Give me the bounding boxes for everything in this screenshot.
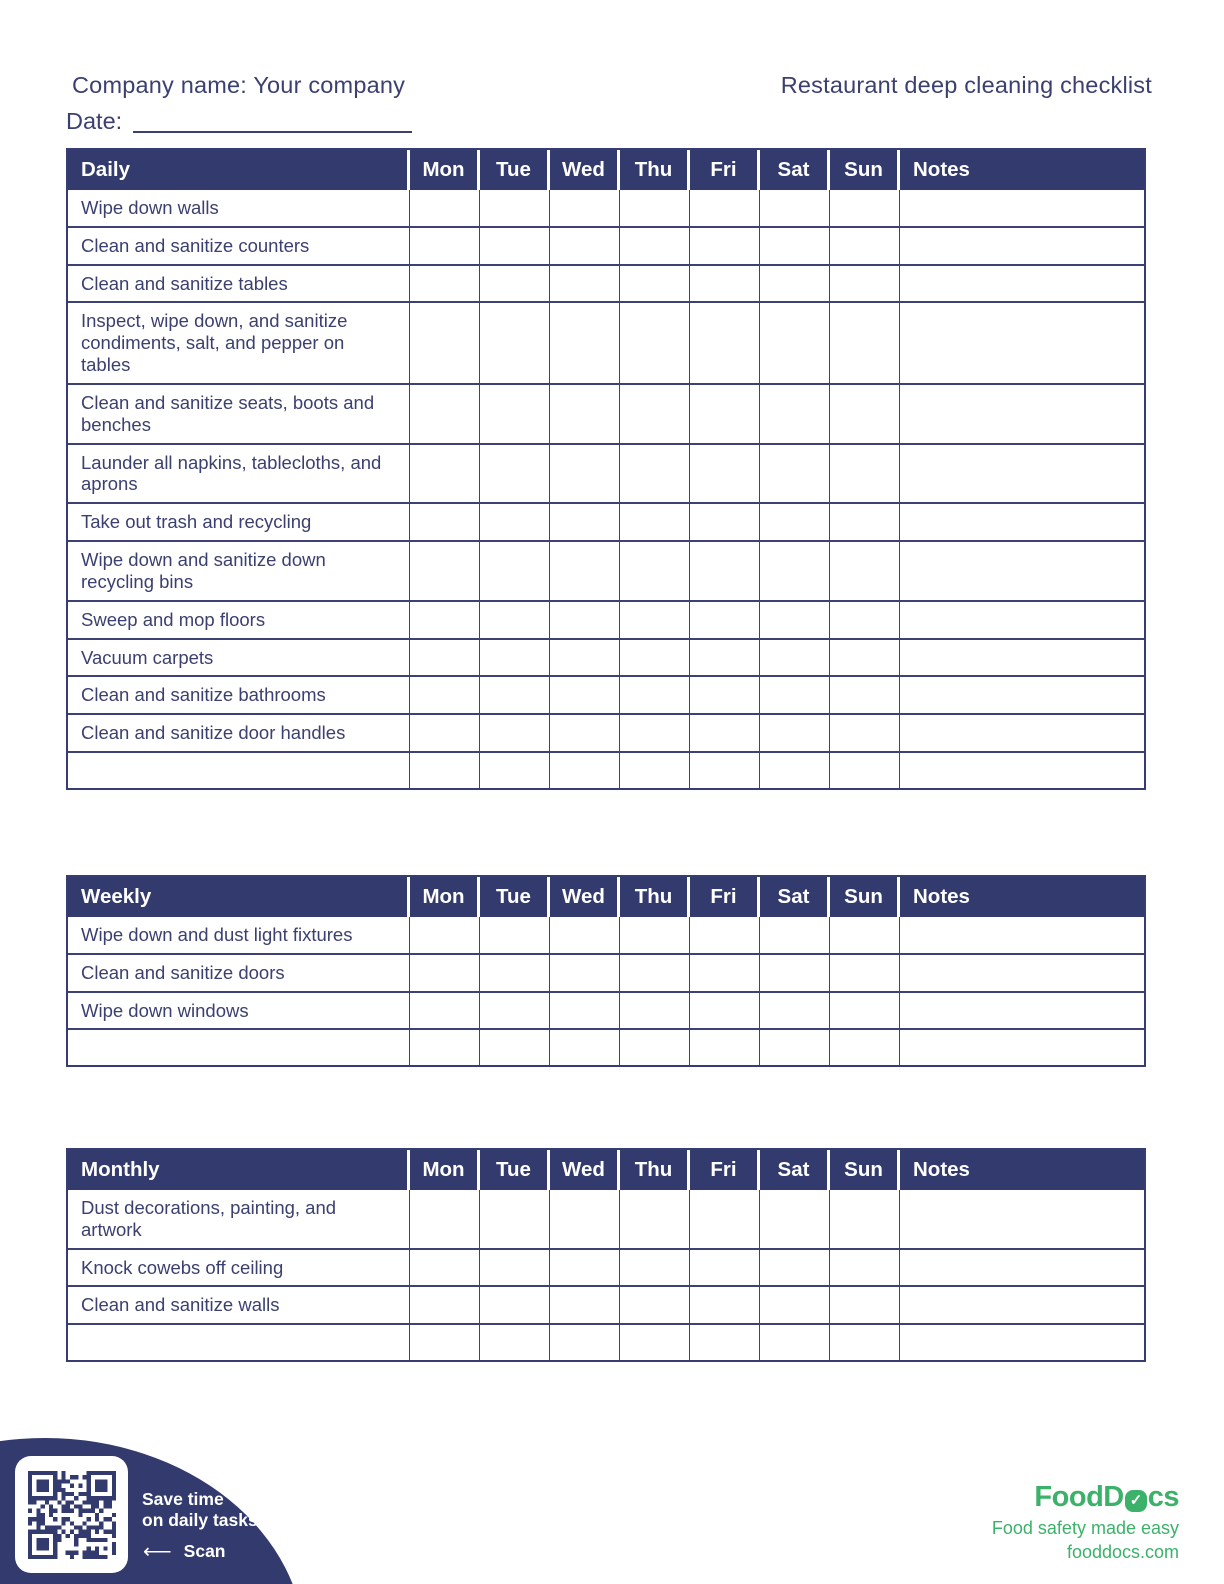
- task-cell: Take out trash and recycling: [68, 504, 410, 540]
- arrow-left-icon: ⟵: [143, 1540, 172, 1563]
- task-cell: [68, 753, 410, 788]
- check-cell: [480, 753, 550, 788]
- brand-tagline: Food safety made easy: [991, 1518, 1179, 1538]
- check-cell: [410, 1190, 480, 1248]
- check-cell: [830, 190, 900, 226]
- check-cell: [620, 677, 690, 713]
- check-cell: [480, 190, 550, 226]
- task-cell: Sweep and mop floors: [68, 602, 410, 638]
- check-cell: [620, 753, 690, 788]
- column-header-day: Sun: [830, 1150, 900, 1190]
- brand-block: [992, 1482, 1179, 1563]
- check-cell: [480, 266, 550, 302]
- qr-card: [15, 1456, 128, 1573]
- check-cell: [830, 1325, 900, 1360]
- check-cell: [830, 504, 900, 540]
- check-cell: [410, 1030, 480, 1065]
- check-cell: [620, 1250, 690, 1286]
- check-cell: [410, 917, 480, 953]
- table-title: Daily: [68, 150, 410, 190]
- check-cell: [690, 955, 760, 991]
- check-cell: [480, 228, 550, 264]
- check-cell: [410, 715, 480, 751]
- check-cell: [620, 955, 690, 991]
- notes-cell: [900, 1287, 1144, 1323]
- check-cell: [760, 715, 830, 751]
- check-cell: [830, 1190, 900, 1248]
- check-cell: [480, 677, 550, 713]
- check-cell: [550, 1250, 620, 1286]
- check-cell: [550, 190, 620, 226]
- check-cell: [550, 677, 620, 713]
- check-cell: [480, 1250, 550, 1286]
- notes-cell: [900, 1250, 1144, 1286]
- check-cell: [830, 640, 900, 676]
- task-cell: Vacuum carpets: [68, 640, 410, 676]
- column-header-day: Mon: [410, 877, 480, 917]
- column-header-day: Wed: [550, 1150, 620, 1190]
- task-cell: Clean and sanitize door handles: [68, 715, 410, 751]
- check-cell: [690, 677, 760, 713]
- notes-cell: [900, 1325, 1144, 1360]
- check-cell: [550, 504, 620, 540]
- check-cell: [550, 385, 620, 443]
- check-cell: [690, 542, 760, 600]
- company-name: Company name: Your company: [72, 72, 406, 98]
- table-row: [68, 504, 1144, 542]
- check-cell: [760, 955, 830, 991]
- notes-cell: [900, 955, 1144, 991]
- notes-cell: [900, 504, 1144, 540]
- table-row: [68, 640, 1144, 678]
- qr-caption-line1: Save time: [142, 1489, 224, 1509]
- column-header-day: Sat: [760, 877, 830, 917]
- check-cell: [410, 602, 480, 638]
- check-cell: [550, 542, 620, 600]
- task-cell: Wipe down and sanitize down recycling bins: [68, 542, 410, 600]
- scan-label: Scan: [183, 1541, 226, 1561]
- column-header-notes: Notes: [900, 1150, 1144, 1190]
- brand-prefix: FoodD: [1034, 1481, 1124, 1513]
- check-cell: [550, 955, 620, 991]
- table-title: Monthly: [68, 1150, 410, 1190]
- page-title: Restaurant deep cleaning checklist: [780, 72, 1152, 98]
- check-cell: [480, 917, 550, 953]
- table-row: [68, 1250, 1144, 1288]
- check-cell: [410, 190, 480, 226]
- check-cell: [690, 228, 760, 264]
- check-cell: [410, 504, 480, 540]
- notes-cell: [900, 1190, 1144, 1248]
- check-cell: [760, 385, 830, 443]
- check-cell: [690, 602, 760, 638]
- check-cell: [760, 602, 830, 638]
- scan-row: [143, 1541, 226, 1562]
- notes-cell: [900, 190, 1144, 226]
- qr-code-icon: [28, 1471, 116, 1559]
- check-cell: [620, 303, 690, 382]
- check-cell: [760, 640, 830, 676]
- check-cell: [550, 1030, 620, 1065]
- check-cell: [690, 190, 760, 226]
- monthly-table: [66, 1148, 1146, 1362]
- task-cell: Wipe down walls: [68, 190, 410, 226]
- check-cell: [550, 228, 620, 264]
- check-cell: [410, 228, 480, 264]
- column-header-day: Sat: [760, 1150, 830, 1190]
- column-header-day: Fri: [690, 877, 760, 917]
- check-cell: [830, 993, 900, 1029]
- check-cell: [480, 602, 550, 638]
- check-cell: [830, 385, 900, 443]
- check-cell: [620, 385, 690, 443]
- check-cell: [410, 677, 480, 713]
- check-cell: [410, 1287, 480, 1323]
- check-cell: [550, 1190, 620, 1248]
- check-cell: [760, 1287, 830, 1323]
- check-cell: [480, 1325, 550, 1360]
- column-header-day: Mon: [410, 150, 480, 190]
- check-cell: [410, 542, 480, 600]
- check-cell: [550, 266, 620, 302]
- table-row: [68, 1287, 1144, 1325]
- check-cell: [410, 1250, 480, 1286]
- check-cell: [830, 542, 900, 600]
- check-cell: [760, 228, 830, 264]
- check-cell: [410, 955, 480, 991]
- column-header-notes: Notes: [900, 877, 1144, 917]
- check-cell: [550, 715, 620, 751]
- weekly-table: [66, 875, 1146, 1067]
- table-row: [68, 1030, 1144, 1065]
- table-row: [68, 1190, 1144, 1250]
- task-cell: Clean and sanitize doors: [68, 955, 410, 991]
- table-row: [68, 993, 1144, 1031]
- check-cell: [550, 1325, 620, 1360]
- check-cell: [480, 715, 550, 751]
- task-cell: Knock cowebs off ceiling: [68, 1250, 410, 1286]
- check-cell: [690, 445, 760, 503]
- column-header-day: Sat: [760, 150, 830, 190]
- check-cell: [620, 715, 690, 751]
- check-cell: [550, 303, 620, 382]
- notes-cell: [900, 385, 1144, 443]
- column-header-day: Sun: [830, 150, 900, 190]
- notes-cell: [900, 228, 1144, 264]
- column-header-day: Wed: [550, 877, 620, 917]
- notes-cell: [900, 542, 1144, 600]
- check-cell: [480, 1030, 550, 1065]
- check-cell: [830, 1287, 900, 1323]
- check-cell: [550, 445, 620, 503]
- check-cell: [830, 266, 900, 302]
- check-cell: [760, 1325, 830, 1360]
- check-cell: [620, 228, 690, 264]
- check-cell: [830, 1030, 900, 1065]
- table-title: Weekly: [68, 877, 410, 917]
- check-cell: [690, 1325, 760, 1360]
- table-header-row: [68, 877, 1144, 917]
- check-cell: [620, 602, 690, 638]
- check-cell: [410, 385, 480, 443]
- check-cell: [760, 1250, 830, 1286]
- check-cell: [410, 640, 480, 676]
- check-cell: [760, 677, 830, 713]
- notes-cell: [900, 677, 1144, 713]
- date-label: Date:: [66, 108, 123, 134]
- check-cell: [760, 993, 830, 1029]
- check-cell: [830, 917, 900, 953]
- check-cell: [830, 753, 900, 788]
- check-cell: [690, 1287, 760, 1323]
- check-cell: [830, 715, 900, 751]
- table-row: [68, 1325, 1144, 1360]
- check-cell: [550, 917, 620, 953]
- brand-suffix: cs: [1147, 1481, 1179, 1513]
- check-cell: [830, 1250, 900, 1286]
- table-row: [68, 602, 1144, 640]
- check-cell: [480, 993, 550, 1029]
- check-cell: [620, 640, 690, 676]
- date-fill-line: [133, 131, 412, 133]
- check-cell: [760, 445, 830, 503]
- column-header-day: Tue: [480, 877, 550, 917]
- column-header-day: Wed: [550, 150, 620, 190]
- notes-cell: [900, 640, 1144, 676]
- check-cell: [620, 504, 690, 540]
- check-cell: [410, 1325, 480, 1360]
- notes-cell: [900, 715, 1144, 751]
- check-cell: [480, 385, 550, 443]
- task-cell: Launder all napkins, tablecloths, and aprons: [68, 445, 410, 503]
- task-cell: Wipe down and dust light fixtures: [68, 917, 410, 953]
- check-cell: [410, 445, 480, 503]
- check-cell: [480, 640, 550, 676]
- daily-table: [66, 148, 1146, 790]
- check-cell: [480, 1287, 550, 1323]
- column-header-day: Thu: [620, 877, 690, 917]
- task-cell: Clean and sanitize counters: [68, 228, 410, 264]
- check-cell: [690, 385, 760, 443]
- table-row: [68, 303, 1144, 384]
- column-header-day: Sun: [830, 877, 900, 917]
- check-cell: [690, 993, 760, 1029]
- column-header-day: Thu: [620, 150, 690, 190]
- check-cell: [550, 753, 620, 788]
- check-cell: [690, 1030, 760, 1065]
- table-row: [68, 228, 1144, 266]
- check-cell: [690, 640, 760, 676]
- check-cell: [410, 303, 480, 382]
- table-row: [68, 445, 1144, 505]
- task-cell: Inspect, wipe down, and sanitize condiments, salt, and pepper on tables: [68, 303, 410, 382]
- task-cell: [68, 1030, 410, 1065]
- table-row: [68, 955, 1144, 993]
- column-header-day: Thu: [620, 1150, 690, 1190]
- column-header-day: Mon: [410, 1150, 480, 1190]
- table-row: [68, 715, 1144, 753]
- check-cell: [620, 917, 690, 953]
- check-cell: [830, 677, 900, 713]
- column-header-day: Tue: [480, 150, 550, 190]
- task-cell: [68, 1325, 410, 1360]
- table-header-row: [68, 150, 1144, 190]
- check-icon: ✓: [1125, 1490, 1147, 1512]
- notes-cell: [900, 917, 1144, 953]
- task-cell: Clean and sanitize tables: [68, 266, 410, 302]
- check-cell: [410, 753, 480, 788]
- task-cell: Clean and sanitize walls: [68, 1287, 410, 1323]
- check-cell: [480, 303, 550, 382]
- table-row: [68, 542, 1144, 602]
- check-cell: [480, 542, 550, 600]
- check-cell: [480, 504, 550, 540]
- check-cell: [480, 1190, 550, 1248]
- column-header-day: Tue: [480, 1150, 550, 1190]
- check-cell: [830, 303, 900, 382]
- check-cell: [760, 753, 830, 788]
- check-cell: [690, 266, 760, 302]
- check-cell: [410, 266, 480, 302]
- check-cell: [760, 266, 830, 302]
- notes-cell: [900, 602, 1144, 638]
- check-cell: [620, 1190, 690, 1248]
- fooddocs-logo: [992, 1482, 1179, 1513]
- check-cell: [690, 1250, 760, 1286]
- notes-cell: [900, 266, 1144, 302]
- check-cell: [690, 753, 760, 788]
- check-cell: [760, 1030, 830, 1065]
- check-cell: [690, 504, 760, 540]
- check-cell: [550, 993, 620, 1029]
- column-header-day: Fri: [690, 1150, 760, 1190]
- check-cell: [620, 266, 690, 302]
- check-cell: [830, 445, 900, 503]
- check-cell: [620, 542, 690, 600]
- check-cell: [620, 1030, 690, 1065]
- check-cell: [830, 602, 900, 638]
- brand-website: fooddocs.com: [1066, 1542, 1179, 1562]
- qr-caption-line2: on daily tasks: [142, 1509, 258, 1530]
- task-cell: Clean and sanitize seats, boots and benches: [68, 385, 410, 443]
- check-cell: [550, 640, 620, 676]
- table-row: [68, 190, 1144, 228]
- check-cell: [690, 1190, 760, 1248]
- check-cell: [620, 1287, 690, 1323]
- check-cell: [620, 1325, 690, 1360]
- check-cell: [620, 993, 690, 1029]
- task-cell: Dust decorations, painting, and artwork: [68, 1190, 410, 1248]
- check-cell: [620, 445, 690, 503]
- table-row: [68, 266, 1144, 304]
- check-cell: [690, 303, 760, 382]
- check-cell: [690, 917, 760, 953]
- check-cell: [760, 917, 830, 953]
- check-cell: [760, 542, 830, 600]
- check-cell: [830, 955, 900, 991]
- column-header-day: Fri: [690, 150, 760, 190]
- task-cell: Wipe down windows: [68, 993, 410, 1029]
- notes-cell: [900, 993, 1144, 1029]
- check-cell: [550, 602, 620, 638]
- table-header-row: [68, 1150, 1144, 1190]
- check-cell: [410, 993, 480, 1029]
- check-cell: [550, 1287, 620, 1323]
- check-cell: [760, 303, 830, 382]
- column-header-notes: Notes: [900, 150, 1144, 190]
- check-cell: [620, 190, 690, 226]
- check-cell: [760, 1190, 830, 1248]
- check-cell: [760, 190, 830, 226]
- qr-caption: [142, 1489, 258, 1530]
- table-row: [68, 917, 1144, 955]
- table-row: [68, 753, 1144, 788]
- check-cell: [760, 504, 830, 540]
- check-cell: [480, 445, 550, 503]
- notes-cell: [900, 445, 1144, 503]
- check-cell: [830, 228, 900, 264]
- notes-cell: [900, 303, 1144, 382]
- table-row: [68, 385, 1144, 445]
- notes-cell: [900, 1030, 1144, 1065]
- task-cell: Clean and sanitize bathrooms: [68, 677, 410, 713]
- check-cell: [480, 955, 550, 991]
- notes-cell: [900, 753, 1144, 788]
- check-cell: [690, 715, 760, 751]
- table-row: [68, 677, 1144, 715]
